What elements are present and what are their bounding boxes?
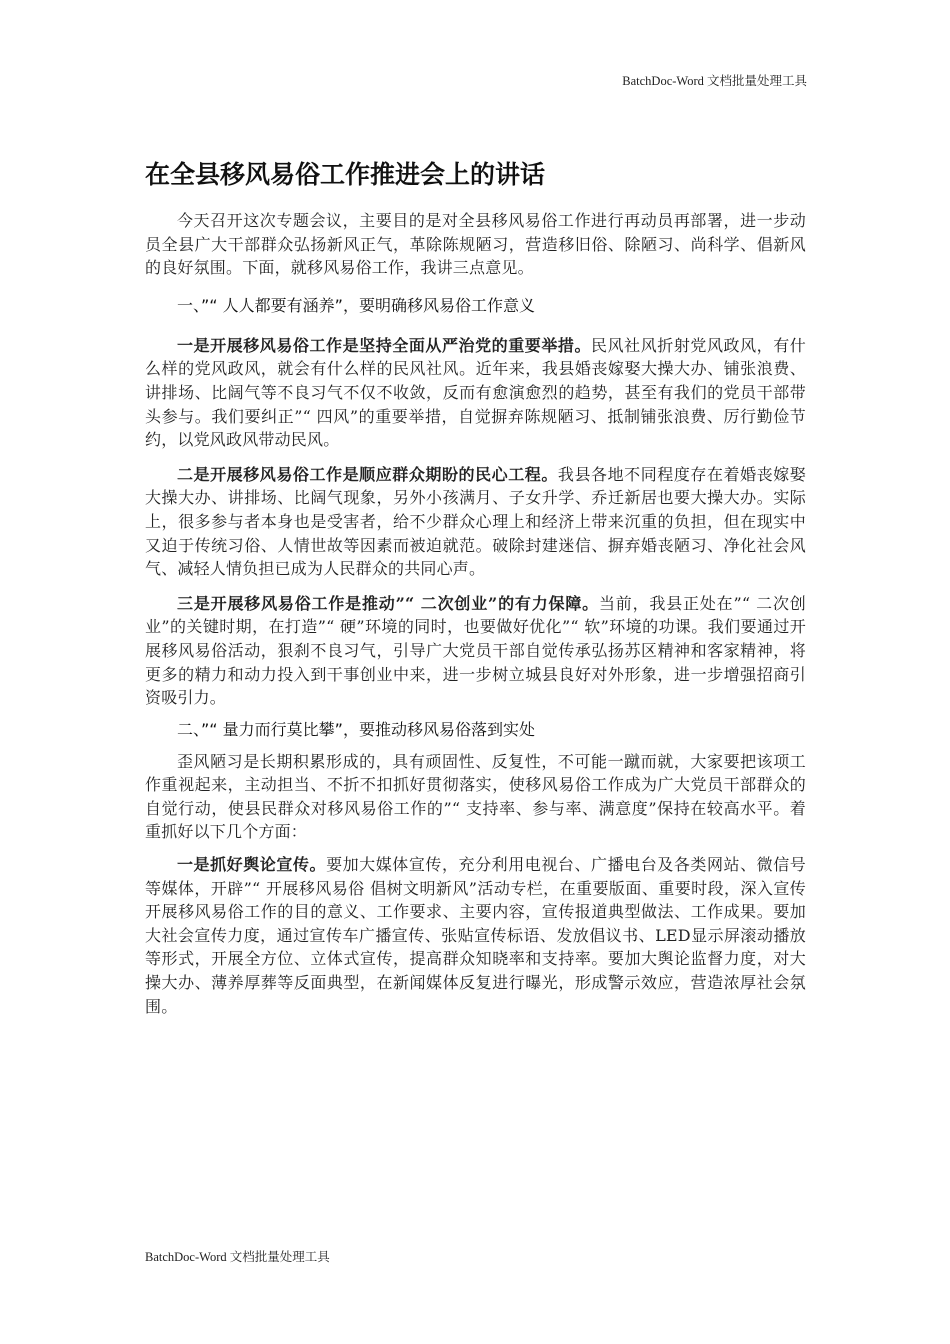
paragraph-text: 要加大媒体宣传，充分利用电视台、广播电台及各类网站、微信号等媒体，开辟”“ 开展移风易俗 倡树文明新风”活动专栏，在重要版面、重要时段，深入宣传开展移风易俗工作的目的意义、工作要求、主要内容，宣传报道典型做法、工作成果。要加大社会宣传力度，通过宣传车广播宣传、张贴宣传标语、发放倡议书、LED显示屏滚动播放等形式，开展全方位、立体式宣传，提高群众知晓率和支持率。要加大舆论监督力度，对大操大办、薄养厚葬等反面典型，在新闻媒体反复进行曝光，形成警示效应，营造浓厚社会氛围。 xyxy=(145,855,806,1016)
section2-intro-paragraph: 歪风陋习是长期积累形成的，具有顽固性、反复性，不可能一蹴而就，大家要把该项工作重视起来，主动担当、不折不扣抓好贯彻落实，使移风易俗工作成为广大党员干部群众的自觉行动，使县民群众对移风易俗工作的”“ 支持率、参与率、满意度”保持在较高水平。着重抓好以下几个方面： xyxy=(145,751,806,842)
paragraph-text: 民风社风折射党风政风，有什么样的党风政风，就会有什么样的民风社风。近年来，我县婚丧嫁娶大操大办、铺张浪费、讲排场、比阔气等不良习气不仅不收敛，反而有愈演愈烈的趋势，甚至有我们的党员干部带头参与。我们要纠正”“ 四风”的重要举措，自觉摒弃陈规陋习、抵制铺张浪费、厉行勤俭节约，以党风政风带动民风。 xyxy=(145,335,806,450)
paragraph-text: 我县各地不同程度存在着婚丧嫁娶大操大办、讲排场、比阔气现象，另外小孩满月、子女升学、乔迁新居也要大操大办。实际上，很多参与者本身也是受害者，给不少群众心理上和经济上带来沉重的负担，但在现实中又迫于传统习俗、人情世故等因素而被迫就范。破除封建迷信、摒弃婚丧陋习、净化社会风气、减轻人情负担已成为人民群众的共同心声。 xyxy=(145,464,806,579)
section-heading-1: 一、”“ 人人都要有涵养”，要明确移风易俗工作意义 xyxy=(177,295,535,315)
section2-paragraph-1 xyxy=(145,853,806,1018)
paragraph-text: 当前，我县正处在”“ 二次创业”的关键时期，在打造”“ 硬”环境的同时，也要做好优化”“ 软”环境的功课。我们要通过开展移风易俗活动，狠刹不良习气，引导广大党员干部自觉传承弘扬苏区精神和客家精神，将更多的精力和动力投入到干事创业中来，进一步树立城县良好对外形象，进一步增强招商引资吸引力。 xyxy=(145,593,806,708)
page-footer: BatchDoc-Word 文档批量处理工具 xyxy=(145,1250,330,1264)
section-heading-2: 二、”“ 量力而行莫比攀”，要推动移风易俗落到实处 xyxy=(177,719,535,739)
paragraph-lead: 三是开展移风易俗工作是推动”“ 二次创业”的有力保障。 xyxy=(177,593,599,613)
document-body xyxy=(145,209,806,1018)
intro-paragraph: 今天召开这次专题会议，主要目的是对全县移风易俗工作进行再动员再部署，进一步动员全县广大干部群众弘扬新风正气，革除陈规陋习，营造移旧俗、除陋习、尚科学、倡新风的良好氛围。下面，就移风易俗工作，我讲三点意见。 xyxy=(145,211,806,278)
paragraph-lead: 一是开展移风易俗工作是坚持全面从严治党的重要举措。 xyxy=(177,335,592,355)
page-header: BatchDoc-Word 文档批量处理工具 xyxy=(622,74,807,88)
paragraph-lead: 一是抓好舆论宣传。 xyxy=(177,855,327,875)
document-title: 在全县移风易俗工作推进会上的讲话 xyxy=(145,160,546,189)
section1-paragraph-2 xyxy=(145,463,806,581)
paragraph-lead: 二是开展移风易俗工作是顺应群众期盼的民心工程。 xyxy=(177,464,558,484)
section1-paragraph-1 xyxy=(145,334,806,452)
section1-paragraph-3 xyxy=(145,592,806,710)
